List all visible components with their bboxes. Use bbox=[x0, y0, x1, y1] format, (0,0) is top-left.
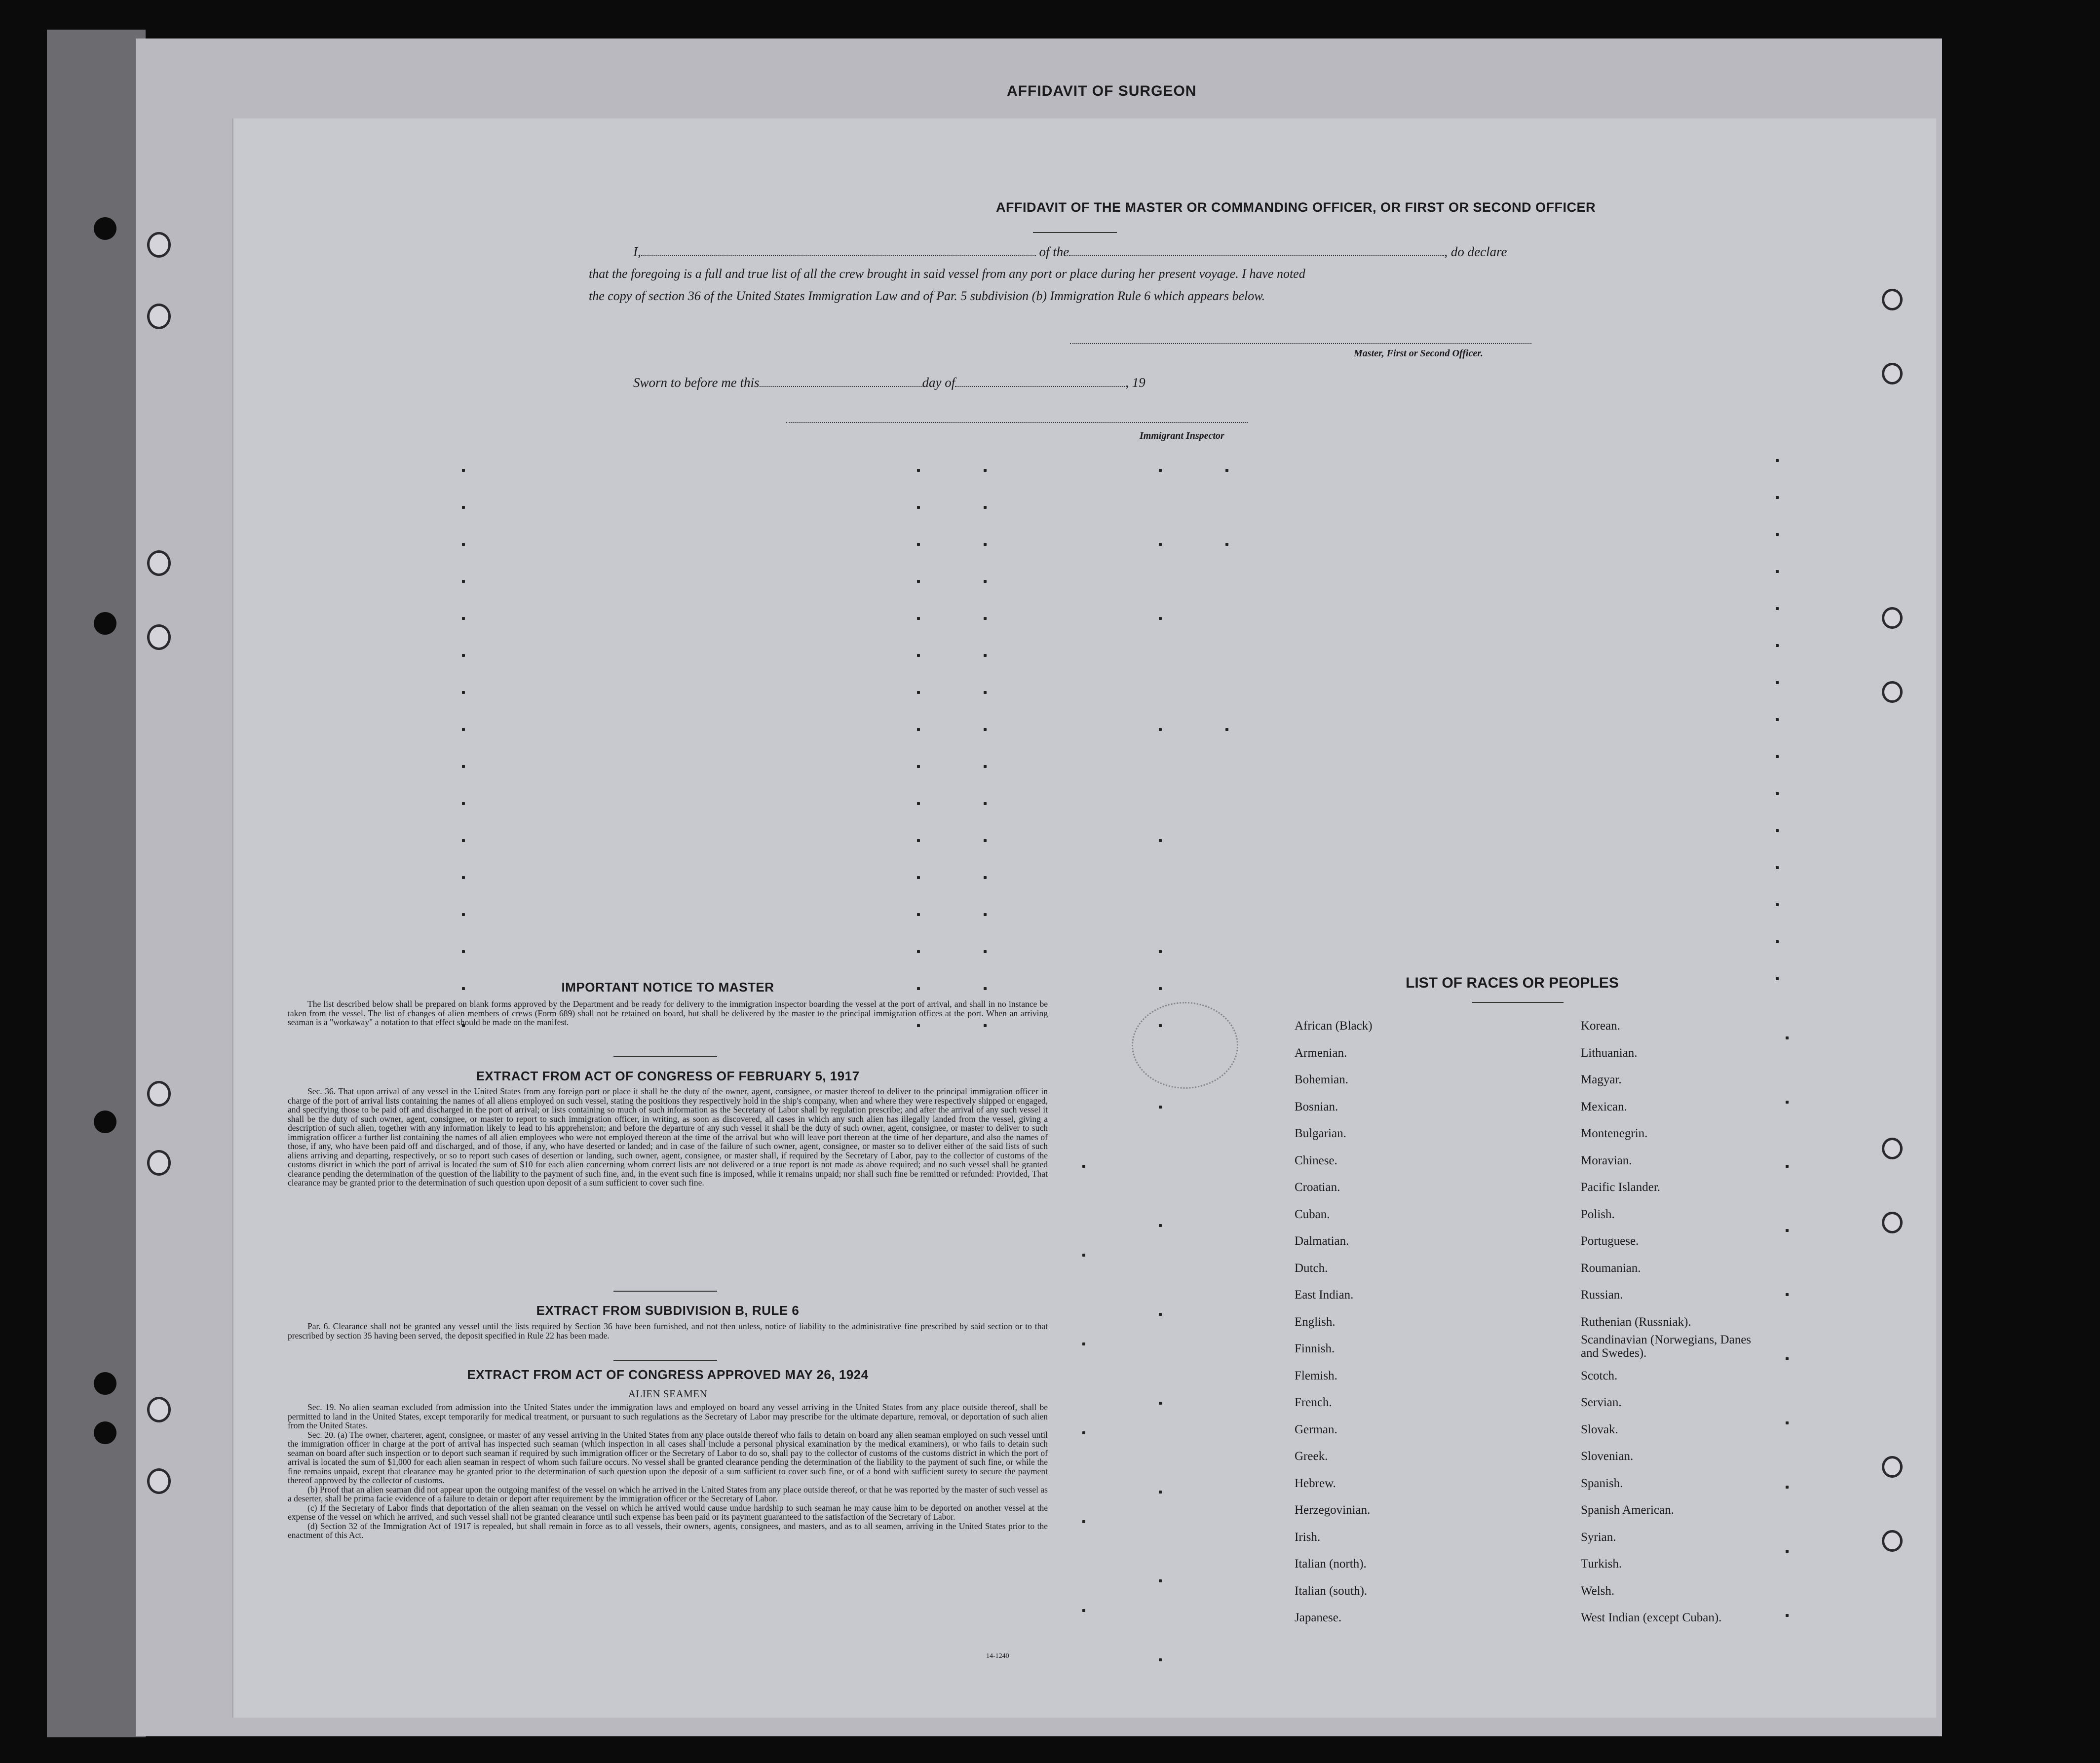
grid-dot bbox=[917, 617, 920, 620]
page-header: AFFIDAVIT OF SURGEON bbox=[1007, 83, 1197, 99]
grid-dot bbox=[984, 876, 987, 879]
race-item: Dalmatian. bbox=[1295, 1234, 1349, 1248]
grid-dot bbox=[1776, 866, 1779, 869]
grid-dot bbox=[1159, 950, 1162, 953]
race-item: Ruthenian (Russniak). bbox=[1581, 1315, 1691, 1329]
punch-hole bbox=[1882, 681, 1903, 703]
race-item: Bosnian. bbox=[1295, 1100, 1338, 1113]
grid-dot bbox=[1776, 607, 1779, 610]
vessel-field[interactable] bbox=[1069, 255, 1444, 256]
grid-dot bbox=[462, 765, 465, 768]
grid-dot bbox=[462, 728, 465, 731]
grid-dot bbox=[984, 913, 987, 916]
declaration-line-2: that the foregoing is a full and true list of all the crew brought in said vessel from any port or place during her present voyage. I have noted bbox=[589, 267, 1305, 281]
race-item: Spanish American. bbox=[1581, 1503, 1674, 1517]
grid-dot bbox=[1082, 1342, 1085, 1345]
extract-1924-paragraph: (b) Proof that an alien seaman did not appear upon the outgoing manifest of the vessel on which he arrived in the United States from any place outside thereof, or that he was reported by the master of such vessel as a deserter, shall be prima facie evidence of a failure to detain or deport after requirement by the immigration officer or the Secretary of Labor. bbox=[288, 1484, 1048, 1503]
grid-dot bbox=[984, 617, 987, 620]
grid-dot bbox=[462, 654, 465, 657]
grid-dot bbox=[1776, 459, 1779, 462]
race-item: Greek. bbox=[1295, 1450, 1328, 1463]
grid-dot bbox=[984, 469, 987, 472]
grid-dot bbox=[1776, 681, 1779, 684]
divider bbox=[1472, 1002, 1564, 1003]
grid-dot bbox=[1159, 1658, 1162, 1661]
name-field[interactable] bbox=[641, 255, 1036, 256]
race-item: East Indian. bbox=[1295, 1288, 1354, 1302]
grid-dot bbox=[917, 580, 920, 583]
grid-dot bbox=[984, 839, 987, 842]
race-item: Croatian. bbox=[1295, 1181, 1340, 1194]
binder-hole bbox=[94, 1421, 116, 1444]
race-item: Italian (north). bbox=[1295, 1557, 1367, 1571]
race-item: Dutch. bbox=[1295, 1261, 1328, 1275]
grid-dot bbox=[462, 469, 465, 472]
grid-dot bbox=[917, 876, 920, 879]
inspector-signature-line[interactable] bbox=[786, 422, 1248, 423]
grid-dot bbox=[1159, 617, 1162, 620]
race-item: Finnish. bbox=[1295, 1342, 1335, 1355]
grid-dot bbox=[1776, 496, 1779, 499]
race-item: Italian (south). bbox=[1295, 1584, 1368, 1598]
race-item: Chinese. bbox=[1295, 1153, 1337, 1167]
race-item: Flemish. bbox=[1295, 1369, 1337, 1382]
grid-dot bbox=[917, 765, 920, 768]
race-item: Herzegovinian. bbox=[1295, 1503, 1371, 1517]
race-item: Syrian. bbox=[1581, 1530, 1616, 1544]
grid-dot bbox=[1776, 718, 1779, 721]
sworn-line: Sworn to before me this day of , 19 bbox=[633, 375, 1145, 390]
grid-dot bbox=[1786, 1165, 1789, 1168]
race-item: Russian. bbox=[1581, 1288, 1623, 1302]
grid-dot bbox=[1776, 570, 1779, 573]
race-item: Turkish. bbox=[1581, 1557, 1622, 1571]
form-sheet bbox=[232, 118, 1936, 1718]
divider bbox=[613, 1056, 717, 1057]
race-item: Magyar. bbox=[1581, 1073, 1622, 1086]
master-signature-line[interactable] bbox=[1070, 343, 1531, 344]
divider bbox=[613, 1360, 717, 1361]
grid-dot bbox=[984, 691, 987, 694]
grid-dot bbox=[462, 913, 465, 916]
race-item: African (Black) bbox=[1295, 1019, 1373, 1033]
grid-dot bbox=[1082, 1165, 1085, 1168]
extract-1917-text: Sec. 36. That upon arrival of any vessel in the United States from any foreign port or place it shall be the duty of the owner, agent, consignee, or master thereof to deliver to the principal immigration officer in charge of the port of arrival lists containing the names of all aliens employed on such vessel, stating the positions they respectively hold in the ship's company, when and where they were respectively shipped or engaged, and specifying those to be paid off and discharged in the port of arrival; or lists containing so much of such information as the Secretary of Labor shall by regulation prescribe; and after the arrival of any such vessel it shall be the duty of such owner, agent, consignee, or master to report to such immigration officer, in writing, as soon as discovered, all cases in which any such alien has illegally landed from the vessel, giving a description of such alien, together with any information likely to lead to his apprehension; and before the departure of any such vessel it shall be the duty of such owner, agent, consignee, or master to deliver to such immigration officer a further list containing the names of all alien employees who were not employed thereon at the time of the arrival but who will leave port thereon at the time of her departure, and also the names of those, if any, who have been paid off and discharged, and of those, if any, who have deserted or landed; and in case of the failure of such owner, agent, consignee, or master so to deliver either of the said lists of such aliens arriving and departing, respectively, or so to report such cases of desertion or landing, such owner, agent, consignee, or master shall, if required by the Secretary of Labor, pay to the collector of customs of the customs district in which the port of arrival is located the sum of $10 for each alien concerning whom correct lists are not delivered or a true report is not made as above required; and no such vessel shall be granted clearance pending the determination of the question of the liability to the payment of such fine, and, in the event such fine is imposed, while it remains unpaid; nor shall such fine be remitted or refunded: Provided, That clearance may be granted prior to the determination of such question upon deposit of a sum sufficient to cover such fine. bbox=[288, 1086, 1048, 1188]
punch-hole bbox=[147, 1081, 171, 1107]
binder-hole bbox=[94, 612, 116, 635]
race-item: Mexican. bbox=[1581, 1100, 1627, 1113]
grid-dot bbox=[462, 876, 465, 879]
race-item: Lithuanian. bbox=[1581, 1046, 1638, 1060]
race-item: Japanese. bbox=[1295, 1611, 1342, 1624]
binder-hole bbox=[94, 1111, 116, 1133]
extract-1924-subtitle: ALIEN SEAMEN bbox=[628, 1388, 708, 1400]
binder-spine bbox=[47, 30, 146, 1737]
inspector-signature-label: Immigrant Inspector bbox=[1140, 430, 1224, 441]
race-item: Bohemian. bbox=[1295, 1073, 1349, 1086]
race-item: Polish. bbox=[1581, 1207, 1615, 1221]
binder-hole bbox=[94, 1372, 116, 1395]
sworn-day-field[interactable] bbox=[760, 386, 922, 387]
race-item: Roumanian. bbox=[1581, 1261, 1641, 1275]
grid-dot bbox=[984, 950, 987, 953]
punch-hole bbox=[147, 1468, 171, 1494]
punch-hole bbox=[147, 624, 171, 650]
grid-dot bbox=[917, 802, 920, 805]
grid-dot bbox=[917, 469, 920, 472]
grid-dot bbox=[1786, 1550, 1789, 1553]
grid-dot bbox=[1159, 1224, 1162, 1227]
race-item: West Indian (except Cuban). bbox=[1581, 1611, 1722, 1624]
punch-hole bbox=[147, 1150, 171, 1176]
rule6-text: Par. 6. Clearance shall not be granted any vessel until the lists required by Section 36 have been furnished, and not then unless, notice of liability to the administrative fine prescribed by said section or to that prescribed by section 35 having been served, the deposit specified in Rule 22 has been made. bbox=[288, 1321, 1048, 1341]
grid-dot bbox=[984, 728, 987, 731]
grid-dot bbox=[462, 691, 465, 694]
race-item: Slovak. bbox=[1581, 1422, 1618, 1436]
race-item: Servian. bbox=[1581, 1396, 1622, 1409]
extract-1924-paragraph: Sec. 19. No alien seaman excluded from admission into the United States under the immigration laws and employed on board any vessel arriving in the United States from any place outside thereof, shall be permitted to land in the United States, except temporarily for medical treatment, or pursuant to such regulations as the Secretary of Labor may prescribe for the ultimate departure, removal, or deportation of such alien from the United States. bbox=[288, 1402, 1048, 1430]
race-item: Hebrew. bbox=[1295, 1476, 1336, 1490]
grid-dot bbox=[462, 506, 465, 509]
grid-dot bbox=[1159, 1491, 1162, 1494]
grid-dot bbox=[1776, 644, 1779, 647]
declaration-line-3: the copy of section 36 of the United States Immigration Law and of Par. 5 subdivision (b) Immigration Rule 6 which appears below. bbox=[589, 289, 1265, 303]
race-item: Irish. bbox=[1295, 1530, 1321, 1544]
grid-dot bbox=[1082, 1254, 1085, 1257]
grid-dot bbox=[462, 543, 465, 546]
grid-dot bbox=[1159, 1106, 1162, 1109]
race-item: Cuban. bbox=[1295, 1207, 1330, 1221]
grid-dot bbox=[917, 654, 920, 657]
grid-dot bbox=[984, 654, 987, 657]
grid-dot bbox=[1776, 977, 1779, 980]
grid-dot bbox=[917, 728, 920, 731]
grid-dot bbox=[1159, 543, 1162, 546]
punch-hole bbox=[1882, 1138, 1903, 1159]
grid-dot bbox=[1159, 469, 1162, 472]
grid-dot bbox=[1776, 940, 1779, 943]
grid-dot bbox=[917, 913, 920, 916]
grid-dot bbox=[1786, 1036, 1789, 1039]
punch-hole bbox=[1882, 607, 1903, 629]
punch-hole bbox=[147, 232, 171, 258]
faded-stamp bbox=[1132, 1002, 1238, 1089]
notice-title: IMPORTANT NOTICE TO MASTER bbox=[561, 980, 774, 995]
extract-1924-paragraph: Sec. 20. (a) The owner, charterer, agent, consignee, or master of any vessel arriving in the United States from any place outside thereof who fails to detain on board any alien seaman employed on such vessel until the immigration officer in charge at the port of arrival has inspected such seaman (which inspection in all cases shall include a personal physical examination by the medical examiners), or who fails to detain such seaman on board after such inspection or to deport such seaman if required by such immigration officer or the Secretary of Labor to do so, shall pay to the collector of customs of the customs district in which the port of arrival is located the sum of $1,000 for each alien seaman in respect of whom such failure occurs. No vessel shall be granted clearance pending the determination of the liability to the payment of such fine, or while the fine remains unpaid, except that clearance may be granted prior to the determination of such question upon the deposit of a sum sufficient to cover such fine, or of a bond with sufficient surety to secure the payment thereof approved by the collector of customs. bbox=[288, 1429, 1048, 1485]
punch-hole bbox=[1882, 1456, 1903, 1478]
grid-dot bbox=[984, 506, 987, 509]
grid-dot bbox=[1776, 829, 1779, 832]
extract-1924-paragraph: (c) If the Secretary of Labor finds that deportation of the alien seaman on the vessel on which he arrived would cause undue hardship to such seaman he may cause him to be deported on another vessel at the expense of the vessel on which he arrived, and such vessel shall not be granted clearance until such expense has been paid or its payment guaranteed to the satisfaction of the Secretary of Labor. bbox=[288, 1502, 1048, 1522]
extract-1917-title: EXTRACT FROM ACT OF CONGRESS OF FEBRUARY 5, 1917 bbox=[476, 1069, 860, 1083]
grid-dot bbox=[984, 580, 987, 583]
form-number: 14-1240 bbox=[986, 1652, 1009, 1660]
grid-dot bbox=[984, 765, 987, 768]
race-item: German. bbox=[1295, 1422, 1337, 1436]
race-item: Pacific Islander. bbox=[1581, 1181, 1661, 1194]
grid-dot bbox=[917, 543, 920, 546]
grid-dot bbox=[1159, 728, 1162, 731]
sworn-month-field[interactable] bbox=[955, 386, 1125, 387]
grid-dot bbox=[1786, 1101, 1789, 1104]
extract-1924-body bbox=[288, 1403, 1048, 1540]
race-item: Portuguese. bbox=[1581, 1234, 1639, 1248]
grid-dot bbox=[1159, 1579, 1162, 1582]
grid-dot bbox=[1159, 1402, 1162, 1405]
races-title: LIST OF RACES OR PEOPLES bbox=[1406, 975, 1619, 991]
grid-dot bbox=[1776, 533, 1779, 536]
divider bbox=[613, 1291, 717, 1292]
master-signature-label: Master, First or Second Officer. bbox=[1354, 348, 1483, 359]
race-item: English. bbox=[1295, 1315, 1336, 1329]
grid-dot bbox=[1776, 755, 1779, 758]
grid-dot bbox=[462, 950, 465, 953]
race-item: Montenegrin. bbox=[1581, 1127, 1648, 1140]
grid-dot bbox=[1159, 839, 1162, 842]
grid-dot bbox=[1225, 728, 1228, 731]
binder-hole bbox=[94, 217, 116, 240]
grid-dot bbox=[1225, 469, 1228, 472]
notice-text: The list described below shall be prepared on blank forms approved by the Department and be ready for delivery to the immigration inspector boarding the vessel at the port of arrival, and shall in no instance be taken from the vessel. The list of changes of alien members of crews (Form 689) shall not be retained on board, but shall be delivered by the master to the principal immigration offices at the port. When an arriving seaman is a "workaway" a notation to that effect should be made on the manifest. bbox=[288, 999, 1048, 1027]
race-item: Bulgarian. bbox=[1295, 1127, 1346, 1140]
rule6-title: EXTRACT FROM SUBDIVISION B, RULE 6 bbox=[536, 1303, 800, 1318]
extract-1924-paragraph: (d) Section 32 of the Immigration Act of 1917 is repealed, but shall remain in force as to all vessels, their owners, agents, consignees, and masters, and as to all seamen, arriving in the United States prior to the enactment of this Act. bbox=[288, 1521, 1048, 1540]
grid-dot bbox=[462, 839, 465, 842]
race-item: Armenian. bbox=[1295, 1046, 1347, 1060]
grid-dot bbox=[1159, 1313, 1162, 1316]
punch-hole bbox=[1882, 363, 1903, 384]
grid-dot bbox=[1786, 1357, 1789, 1360]
affidavit-title: AFFIDAVIT OF THE MASTER OR COMMANDING OFFICER, OR FIRST OR SECOND OFFICER bbox=[996, 200, 1596, 215]
grid-dot bbox=[984, 543, 987, 546]
grid-dot bbox=[462, 580, 465, 583]
grid-dot bbox=[1082, 1609, 1085, 1612]
grid-dot bbox=[1786, 1421, 1789, 1424]
grid-dot bbox=[1786, 1229, 1789, 1232]
race-item: Moravian. bbox=[1581, 1153, 1632, 1167]
punch-hole bbox=[1882, 1212, 1903, 1233]
punch-hole bbox=[147, 550, 171, 576]
grid-dot bbox=[1776, 792, 1779, 795]
race-item: Scandinavian (Norwegians, Danes and Swedes). bbox=[1581, 1333, 1752, 1360]
grid-dot bbox=[1082, 1520, 1085, 1523]
punch-hole bbox=[147, 1397, 171, 1422]
grid-dot bbox=[1225, 543, 1228, 546]
grid-dot bbox=[917, 506, 920, 509]
grid-dot bbox=[1786, 1614, 1789, 1617]
race-item: Scotch. bbox=[1581, 1369, 1618, 1382]
grid-dot bbox=[917, 691, 920, 694]
race-item: Korean. bbox=[1581, 1019, 1620, 1033]
divider bbox=[1033, 232, 1117, 233]
grid-dot bbox=[462, 802, 465, 805]
race-item: Welsh. bbox=[1581, 1584, 1615, 1598]
grid-dot bbox=[1082, 1431, 1085, 1434]
grid-dot bbox=[462, 617, 465, 620]
grid-dot bbox=[1159, 987, 1162, 990]
race-item: Slovenian. bbox=[1581, 1450, 1634, 1463]
grid-dot bbox=[917, 839, 920, 842]
punch-hole bbox=[1882, 1530, 1903, 1552]
grid-dot bbox=[984, 802, 987, 805]
extract-1924-title: EXTRACT FROM ACT OF CONGRESS APPROVED MAY 26, 1924 bbox=[467, 1367, 869, 1382]
race-item: Spanish. bbox=[1581, 1476, 1623, 1490]
grid-dot bbox=[1786, 1293, 1789, 1296]
grid-dot bbox=[917, 950, 920, 953]
punch-hole bbox=[1882, 289, 1903, 310]
grid-dot bbox=[1786, 1486, 1789, 1489]
punch-hole bbox=[147, 304, 171, 329]
grid-dot bbox=[1776, 903, 1779, 906]
race-item: French. bbox=[1295, 1396, 1332, 1409]
declaration-line-1: I, of the , do declare bbox=[633, 244, 1507, 259]
